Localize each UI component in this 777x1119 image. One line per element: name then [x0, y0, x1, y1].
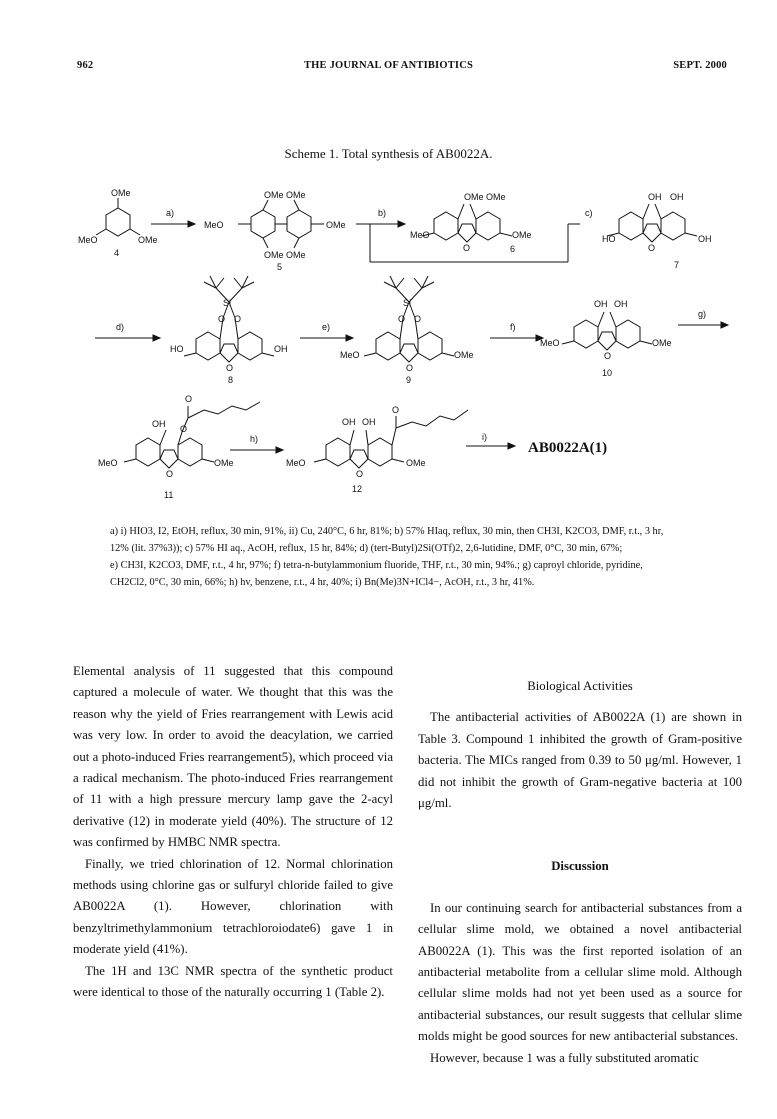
paragraph: Finally, we tried chlorination of 12. Normal chlorination methods using chlorine gas or sulfuryl chloride failed to give AB0022A (1). However, chlorination with benzyltrimethylammonium tetrachloroiodate6) gave 1 in moderate yield (41%).: [73, 856, 393, 957]
svg-text:MeO: MeO: [204, 220, 224, 230]
svg-text:MeO: MeO: [540, 338, 560, 348]
svg-text:9: 9: [406, 375, 412, 385]
svg-text:11: 11: [164, 490, 174, 500]
compound-9-structure: [364, 276, 454, 362]
compound-10-structure: [562, 312, 652, 350]
svg-text:OMe: OMe: [326, 220, 346, 230]
svg-text:O: O: [392, 405, 400, 415]
compound-4-structure: [96, 198, 140, 236]
svg-text:O: O: [604, 351, 612, 361]
paragraph: The 1H and 13C NMR spectra of the synthetic product were identical to those of the naturally occurring 1 (Table 2).: [73, 963, 393, 1000]
svg-text:a): a): [166, 208, 175, 218]
left-column: [73, 661, 393, 1004]
svg-text:i): i): [482, 432, 487, 442]
svg-text:OH: OH: [342, 417, 356, 427]
svg-text:OH: OH: [274, 344, 288, 354]
svg-text:HO: HO: [602, 234, 616, 244]
svg-text:O: O: [226, 363, 234, 373]
svg-text:MeO: MeO: [410, 230, 430, 240]
svg-text:O: O: [356, 469, 364, 479]
svg-text:7: 7: [674, 260, 680, 270]
conditions-line: CH2Cl2, 0°C, 30 min, 66%; h) hv, benzene, r.t., 4 hr, 40%; i) Bn(Me)3N+ICl4−, AcOH, r.t., 3 hr, 41%.: [110, 577, 535, 588]
svg-text:OMe: OMe: [138, 235, 158, 245]
svg-text:12: 12: [352, 484, 363, 494]
svg-text:O: O: [166, 469, 174, 479]
reaction-conditions: [110, 523, 760, 591]
svg-text:6: 6: [510, 244, 516, 254]
paragraph: The antibacterial activities of AB0022A (1) are shown in Table 3. Compound 1 inhibited the growth of Gram-positive bacteria. The MICs ranged from 0.39 to 50 μg/ml. However, 1 did not inhibit the growth of Gram-negative bacteria at 100 μg/ml.: [418, 710, 742, 811]
compound-8-structure: [184, 276, 274, 362]
svg-text:OMe: OMe: [406, 458, 426, 468]
svg-text:OMe: OMe: [454, 350, 474, 360]
svg-text:c): c): [585, 208, 593, 218]
svg-text:OMe: OMe: [286, 250, 306, 260]
svg-text:O: O: [185, 394, 193, 404]
svg-text:OMe: OMe: [652, 338, 672, 348]
paragraph: In our continuing search for antibacterial substances from a cellular slime mold, we obtained a novel antibacterial AB0022A (1). This was the first reported isolation of an antibacterial metabolite from a cellular slime mold. Although cellular slime molds had not yet been used as a source for antibacterial substances, our result suggests that cellular slime molds might be good sources for new antibacterial substances.: [418, 900, 742, 1044]
conditions-line: a) i) HIO3, I2, EtOH, reflux, 30 min, 91%, ii) Cu, 240°C, 6 hr, 81%; b) 57% HIaq, reflux, 30 min, then CH3I, K2CO3, DMF, r.t., 3 hr,: [110, 526, 664, 537]
svg-text:f): f): [510, 322, 516, 332]
right-column: [418, 676, 742, 1069]
svg-text:O: O: [463, 243, 471, 253]
svg-text:OMe: OMe: [214, 458, 234, 468]
biological-activities-heading: Biological Activities: [527, 679, 633, 693]
svg-text:MeO: MeO: [78, 235, 98, 245]
svg-text:8: 8: [228, 375, 234, 385]
svg-text:OMe: OMe: [111, 188, 131, 198]
synthesis-scheme: [78, 180, 738, 510]
issue-date: SEPT. 2000: [673, 60, 727, 71]
conditions-line: 12% (lit. 37%3)); c) 57% HI aq., AcOH, reflux, 15 hr, 84%; d) (tert-Butyl)2Si(OTf)2, 2,6-lutidine, DMF, 0°C, 30 min, 67%;: [110, 543, 623, 554]
svg-text:OMe: OMe: [264, 250, 284, 260]
svg-text:OH: OH: [594, 299, 608, 309]
product-label: AB0022A(1): [528, 440, 608, 456]
journal-title: THE JOURNAL OF ANTIBIOTICS: [303, 60, 474, 71]
svg-text:O: O: [398, 314, 406, 324]
svg-text:d): d): [116, 322, 125, 332]
svg-text:OH: OH: [362, 417, 376, 427]
page-number: 962: [77, 60, 94, 71]
svg-text:5: 5: [277, 262, 283, 272]
svg-text:O: O: [406, 363, 414, 373]
svg-text:OMe: OMe: [512, 230, 532, 240]
svg-text:Si: Si: [223, 298, 232, 308]
svg-text:MeO: MeO: [286, 458, 306, 468]
svg-text:O: O: [218, 314, 226, 324]
svg-text:e): e): [322, 322, 331, 332]
svg-text:HO: HO: [170, 344, 184, 354]
compound-7-structure: [607, 204, 697, 242]
conditions-line: e) CH3I, K2CO3, DMF, r.t., 4 hr, 97%; f) tetra-n-butylammonium fluoride, THF, r.t., 30 min, 94%.; g) caproyl chloride, pyridine,: [110, 560, 643, 571]
svg-text:OH: OH: [648, 192, 662, 202]
svg-text:OH: OH: [614, 299, 628, 309]
svg-text:4: 4: [114, 248, 120, 258]
svg-text:MeO: MeO: [98, 458, 118, 468]
discussion-heading: Discussion: [551, 859, 609, 874]
svg-text:OMe: OMe: [464, 192, 484, 202]
svg-text:Si: Si: [403, 298, 412, 308]
svg-text:OMe: OMe: [264, 190, 284, 200]
scheme-title: Scheme 1. Total synthesis of AB0022A.: [284, 146, 493, 161]
svg-text:MeO: MeO: [340, 350, 360, 360]
svg-text:OH: OH: [670, 192, 684, 202]
svg-text:OH: OH: [152, 419, 166, 429]
svg-text:O: O: [234, 314, 242, 324]
paragraph: However, because 1 was a fully substituted aromatic: [430, 1050, 699, 1065]
svg-text:O: O: [180, 424, 188, 434]
svg-text:b): b): [378, 208, 387, 218]
paragraph: Elemental analysis of 11 suggested that this compound captured a molecule of water. We thought that this was the reason why the yield of Fries rearrangement with Lewis acid was very low. In order to avoid the deacylation, we carried out a photo-induced Fries rearrangement5), which proceed via a radical mechanism. The photo-induced Fries rearrangement of 11 with a high pressure mercury lamp gave the 2-acyl derivative (12) in moderate yield (40%). The structure of 12 was confirmed by HMBC NMR spectra.: [73, 664, 393, 850]
svg-text:g): g): [698, 309, 707, 319]
svg-text:OMe: OMe: [286, 190, 306, 200]
svg-text:OH: OH: [698, 234, 712, 244]
svg-text:O: O: [648, 243, 656, 253]
svg-text:h): h): [250, 434, 259, 444]
svg-text:OMe: OMe: [486, 192, 506, 202]
svg-text:10: 10: [602, 368, 613, 378]
svg-text:O: O: [414, 314, 422, 324]
compound-12-structure: [314, 410, 468, 468]
compound-6-structure: [422, 204, 512, 242]
compound-11-structure: [124, 402, 260, 468]
compound-5-structure: [238, 200, 324, 248]
